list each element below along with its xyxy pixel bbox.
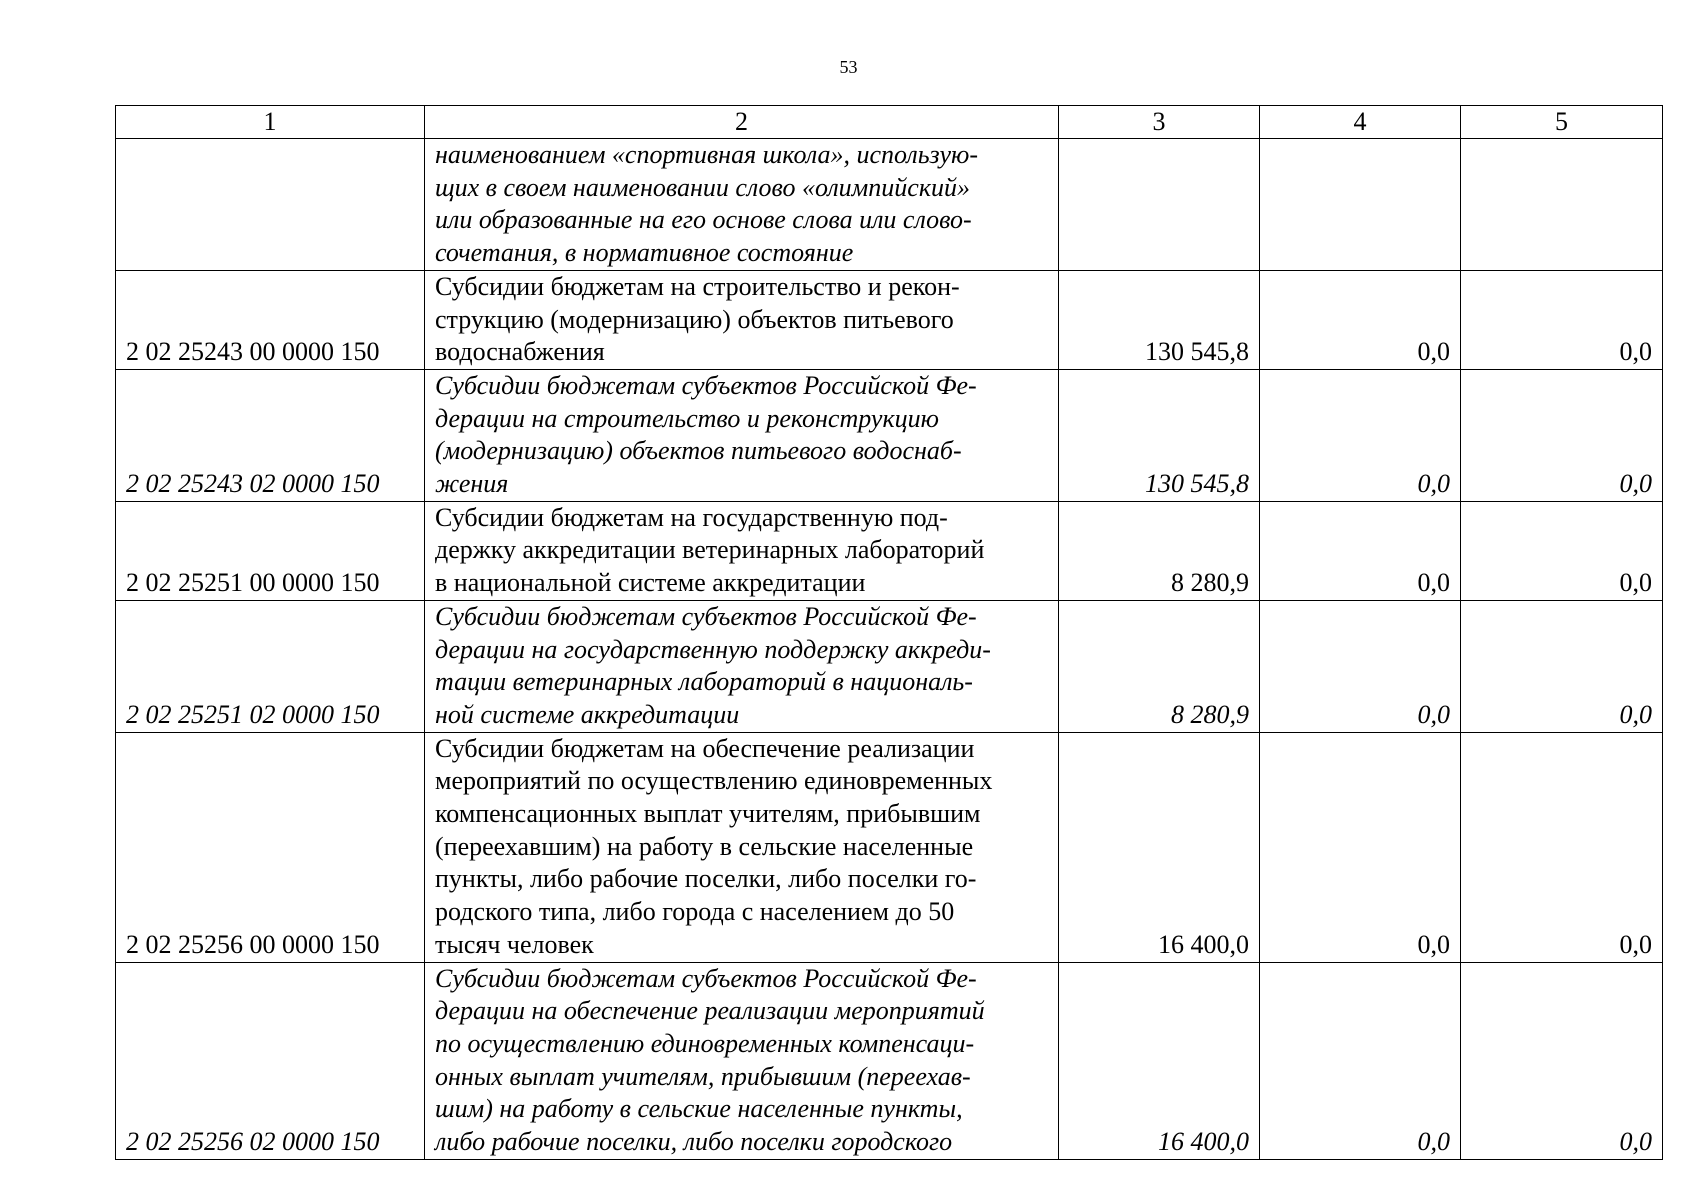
description-line: водоснабжения	[435, 337, 605, 367]
description-line: тации ветеринарных лабораторий в националь-	[435, 667, 973, 697]
amount-column-4: 0,0	[1260, 962, 1461, 1159]
classification-code: 2 02 25243 02 0000 150	[116, 369, 425, 501]
table-row	[116, 270, 1663, 369]
column-header-3: 3	[1059, 106, 1260, 139]
description-line: шим) на работу в сельские населенные пункты,	[435, 1094, 963, 1124]
table-row	[116, 732, 1663, 962]
description-line: Субсидии бюджетам на обеспечение реализации	[435, 733, 975, 763]
description-line: мероприятий по осуществлению единовременных	[435, 766, 993, 796]
amount-column-4: 0,0	[1260, 270, 1461, 369]
table-row	[116, 600, 1663, 732]
description-line: дерации на строительство и реконструкцию	[435, 403, 939, 433]
budget-table	[115, 105, 1663, 1160]
table-body	[116, 139, 1663, 1160]
classification-code: 2 02 25256 02 0000 150	[116, 962, 425, 1159]
description-line: жения	[435, 469, 509, 499]
income-description	[425, 139, 1059, 271]
column-header-4: 4	[1260, 106, 1461, 139]
description-line: родского типа, либо города с населением до 50	[435, 897, 955, 927]
classification-code: 2 02 25251 02 0000 150	[116, 600, 425, 732]
description-line: Субсидии бюджетам субъектов Российской Фе-	[435, 601, 977, 631]
description-line: струкцию (модернизацию) объектов питьевого	[435, 304, 954, 334]
page-number: 53	[839, 57, 858, 77]
income-description	[425, 732, 1059, 962]
classification-code	[116, 139, 425, 271]
amount-column-5: 0,0	[1461, 501, 1663, 600]
amount-column-4: 0,0	[1260, 732, 1461, 962]
description-line: компенсационных выплат учителям, прибывшим	[435, 799, 981, 829]
table-row	[116, 501, 1663, 600]
column-header-2: 2	[425, 106, 1059, 139]
amount-column-3	[1059, 139, 1260, 271]
column-header-row	[116, 106, 1663, 139]
description-line: ной системе аккредитации	[435, 699, 740, 729]
amount-column-3: 16 400,0	[1059, 962, 1260, 1159]
amount-column-3: 16 400,0	[1059, 732, 1260, 962]
column-header-5: 5	[1461, 106, 1663, 139]
income-description	[425, 501, 1059, 600]
amount-column-3: 8 280,9	[1059, 501, 1260, 600]
amount-column-4	[1260, 139, 1461, 271]
amount-column-4: 0,0	[1260, 600, 1461, 732]
description-line: в национальной системе аккредитации	[435, 568, 866, 598]
description-line: Субсидии бюджетам субъектов Российской Фе-	[435, 963, 977, 993]
table-row	[116, 962, 1663, 1159]
description-line: (модернизацию) объектов питьевого водоснаб-	[435, 436, 962, 466]
description-line: Субсидии бюджетам на строительство и рекон-	[435, 271, 960, 301]
amount-column-4: 0,0	[1260, 501, 1461, 600]
table-row	[116, 369, 1663, 501]
description-line: Субсидии бюджетам субъектов Российской Фе-	[435, 370, 977, 400]
description-line: Субсидии бюджетам на государственную под-	[435, 502, 948, 532]
amount-column-5: 0,0	[1461, 732, 1663, 962]
column-header-1: 1	[116, 106, 425, 139]
amount-column-5: 0,0	[1461, 270, 1663, 369]
amount-column-5: 0,0	[1461, 369, 1663, 501]
description-line: щих в своем наименовании слово «олимпийский»	[435, 172, 970, 202]
amount-column-3: 130 545,8	[1059, 369, 1260, 501]
table-row	[116, 139, 1663, 271]
description-line: тысяч человек	[435, 929, 594, 959]
description-line: по осуществлению единовременных компенсаци-	[435, 1028, 975, 1058]
amount-column-4: 0,0	[1260, 369, 1461, 501]
income-description	[425, 270, 1059, 369]
amount-column-3: 130 545,8	[1059, 270, 1260, 369]
classification-code: 2 02 25251 00 0000 150	[116, 501, 425, 600]
description-line: дерации на обеспечение реализации мероприятий	[435, 996, 985, 1026]
description-line: держку аккредитации ветеринарных лабораторий	[435, 535, 985, 565]
description-line: дерации на государственную поддержку аккреди-	[435, 634, 991, 664]
description-line: (переехавшим) на работу в сельские населенные	[435, 831, 974, 861]
income-description	[425, 369, 1059, 501]
classification-code: 2 02 25256 00 0000 150	[116, 732, 425, 962]
description-line: наименованием «спортивная школа», использую-	[435, 140, 979, 169]
description-line: либо рабочие поселки, либо поселки городского	[435, 1127, 953, 1157]
description-line: сочетания, в нормативное состояние	[435, 238, 854, 268]
amount-column-5	[1461, 139, 1663, 271]
income-description	[425, 962, 1059, 1159]
description-line: пункты, либо рабочие поселки, либо поселки го-	[435, 864, 977, 894]
description-line: или образованные на его основе слова или слово-	[435, 205, 972, 235]
income-description	[425, 600, 1059, 732]
amount-column-3: 8 280,9	[1059, 600, 1260, 732]
amount-column-5: 0,0	[1461, 962, 1663, 1159]
classification-code: 2 02 25243 00 0000 150	[116, 270, 425, 369]
description-line: онных выплат учителям, прибывшим (переехав-	[435, 1061, 971, 1091]
amount-column-5: 0,0	[1461, 600, 1663, 732]
